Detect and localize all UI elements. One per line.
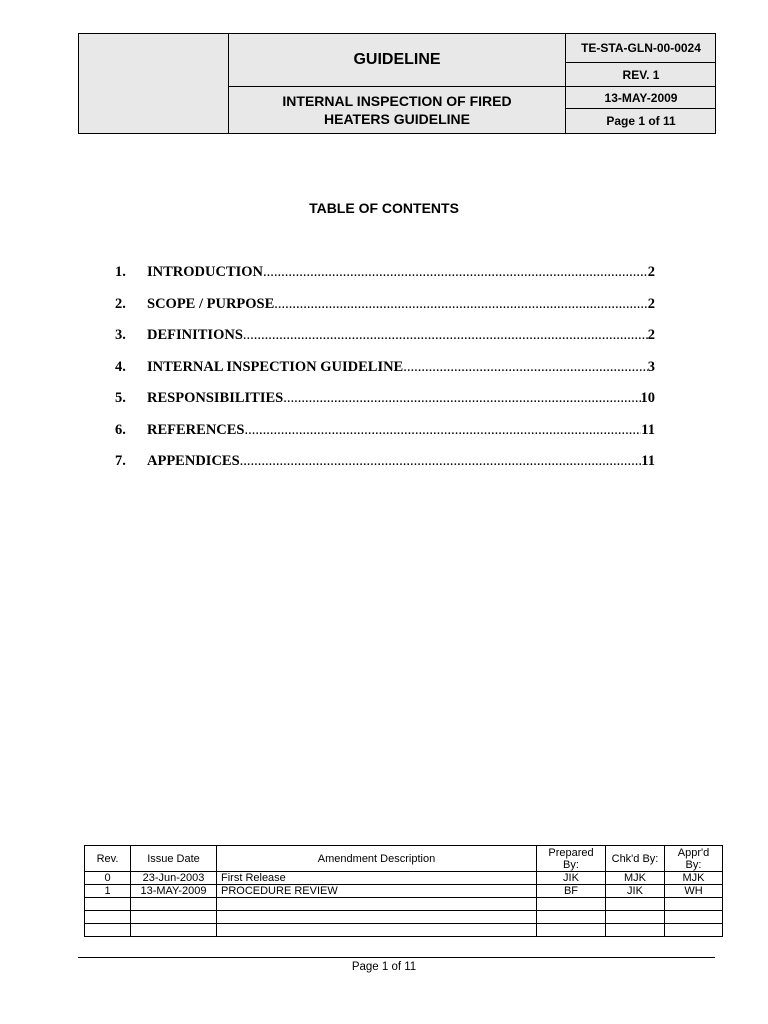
document-header (78, 33, 716, 134)
toc-item-page: 2 (647, 295, 655, 312)
document-title-line-1: INTERNAL INSPECTION OF FIRED (282, 93, 512, 109)
toc-leader-dots (263, 264, 648, 281)
toc-item-label: APPENDICES (147, 453, 240, 469)
toc-item[interactable] (115, 296, 655, 328)
toc-leader-dots (240, 453, 642, 470)
toc-item[interactable] (115, 422, 655, 454)
toc-item-page: 11 (641, 421, 655, 438)
cell-checked-by: MJK (606, 872, 665, 885)
toc-item-label: INTERNAL INSPECTION GUIDELINE (147, 358, 404, 375)
document-meta (565, 34, 716, 133)
column-header-prepared-by: Prepared By: (537, 846, 606, 872)
column-header-rev: Rev. (85, 846, 131, 872)
header-page-number: Page 1 of 11 (606, 114, 676, 128)
column-header-issue-date: Issue Date (131, 846, 217, 872)
toc-item-number: 7. (115, 453, 126, 469)
revision-history-table (84, 845, 723, 937)
cell-issue-date (131, 924, 217, 937)
cell-description: PROCEDURE REVIEW (217, 885, 537, 898)
toc-item-label: INTRODUCTION (147, 264, 264, 280)
toc-item[interactable] (115, 453, 655, 485)
toc-item-page: 10 (640, 390, 655, 406)
toc-item-page: 2 (647, 264, 655, 280)
document-type: GUIDELINE (229, 34, 565, 87)
toc-item[interactable] (115, 327, 655, 359)
table-row (85, 911, 723, 924)
toc-item-number: 3. (115, 327, 126, 343)
toc-item-label: RESPONSIBILITIES (147, 390, 284, 406)
cell-approved-by: WH (665, 885, 723, 898)
table-row (85, 924, 723, 937)
toc-item-number: 6. (115, 421, 126, 438)
toc-item[interactable] (115, 359, 655, 391)
cell-rev (85, 911, 131, 924)
cell-rev (85, 898, 131, 911)
toc-title: TABLE OF CONTENTS (309, 200, 459, 216)
document-date: 13-MAY-2009 (566, 87, 716, 109)
cell-checked-by: JIK (606, 885, 665, 898)
cell-approved-by (665, 911, 723, 924)
table-row (85, 898, 723, 911)
cell-description (217, 898, 537, 911)
toc-leader-dots (274, 296, 647, 313)
cell-rev: 0 (85, 872, 131, 885)
cell-prepared-by (537, 924, 606, 937)
toc-leader-dots (283, 390, 640, 407)
cell-issue-date: 13-MAY-2009 (131, 885, 217, 898)
cell-prepared-by (537, 911, 606, 924)
toc-leader-dots (243, 327, 648, 344)
cell-description: First Release (217, 872, 537, 885)
toc-item[interactable] (115, 264, 655, 296)
toc-item-number: 2. (115, 295, 126, 312)
toc-item-number: 1. (115, 264, 126, 280)
footer-divider (78, 957, 715, 958)
cell-issue-date (131, 898, 217, 911)
cell-description (217, 924, 537, 937)
table-row (85, 872, 723, 885)
cell-prepared-by: JIK (537, 872, 606, 885)
cell-prepared-by: BF (537, 885, 606, 898)
toc-item-label: DEFINITIONS (147, 327, 243, 343)
cell-rev: 1 (85, 885, 131, 898)
cell-approved-by (665, 898, 723, 911)
column-header-approved-by: Appr'd By: (665, 846, 723, 872)
cell-issue-date: 23-Jun-2003 (131, 872, 217, 885)
document-title (229, 87, 565, 133)
cell-checked-by (606, 898, 665, 911)
cell-approved-by (665, 924, 723, 937)
document-title-line-2: HEATERS GUIDELINE (324, 111, 470, 127)
toc-item-page: 11 (641, 453, 655, 469)
cell-issue-date (131, 911, 217, 924)
toc-item-label: REFERENCES (147, 421, 245, 438)
toc-item-number: 5. (115, 390, 126, 406)
cell-checked-by (606, 911, 665, 924)
table-row (85, 885, 723, 898)
cell-description (217, 911, 537, 924)
column-header-checked-by: Chk'd By: (606, 846, 665, 872)
column-header-description: Amendment Description (217, 846, 537, 872)
toc-item-number: 4. (115, 358, 126, 375)
cell-rev (85, 924, 131, 937)
footer-page-number: Page 1 of 11 (351, 961, 417, 973)
cell-approved-by: MJK (665, 872, 723, 885)
toc-item-page: 3 (647, 358, 655, 375)
logo-area (79, 34, 229, 133)
toc-list (115, 264, 655, 485)
table-header-row (85, 846, 723, 872)
toc-leader-dots (245, 422, 642, 439)
toc-item-label: SCOPE / PURPOSE (147, 295, 275, 312)
toc-item-page: 2 (647, 327, 655, 343)
cell-checked-by (606, 924, 665, 937)
cell-prepared-by (537, 898, 606, 911)
toc-leader-dots (403, 359, 648, 376)
document-number: TE-STA-GLN-00-0024 (566, 34, 716, 63)
toc-item[interactable] (115, 390, 655, 422)
revision-label: REV. 1 (566, 63, 716, 87)
